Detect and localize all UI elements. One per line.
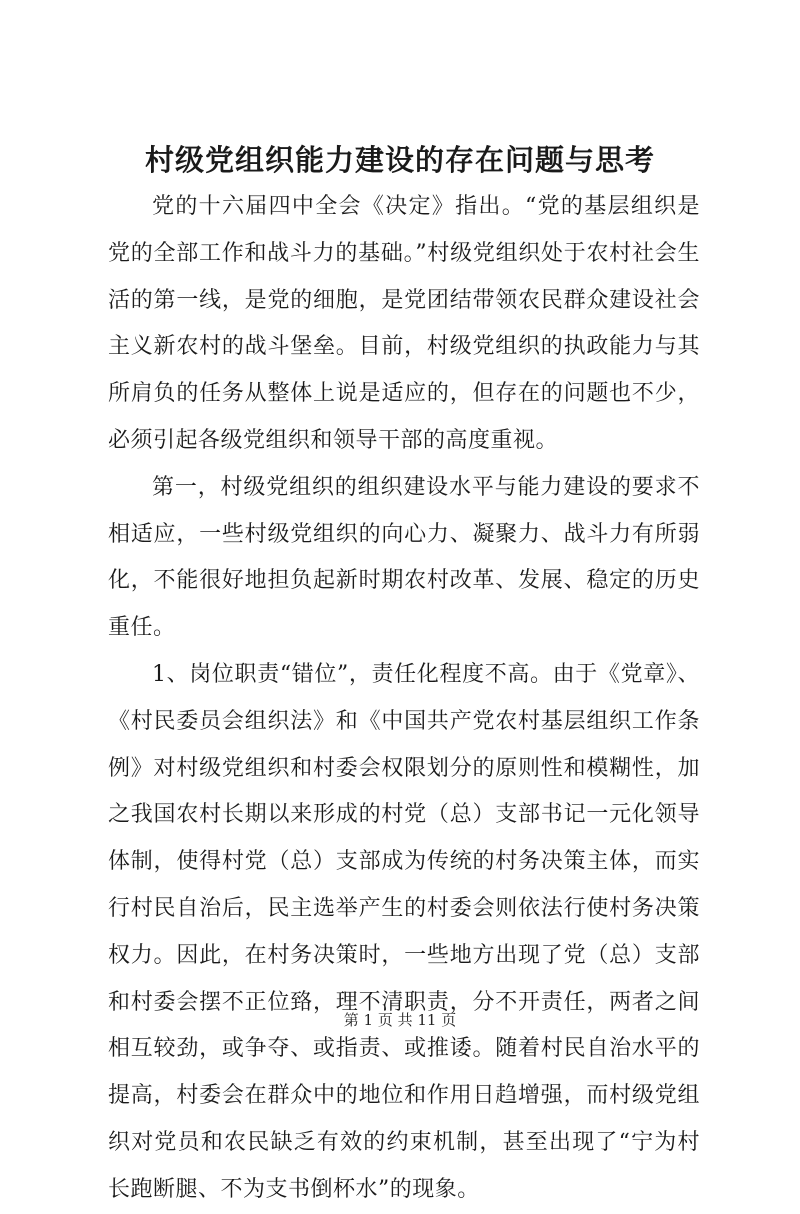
document-body bbox=[108, 184, 700, 1214]
paragraph-intro: 党的十六届四中全会《决定》指出。“党的基层组织是党的全部工作和战斗力的基础。”村级党组织处于农村社会生活的第一线，是党的细胞，是党团结带领农民群众建设社会主义新农村的战斗堡垒。目前，村级党组织的执政能力与其所肩负的任务从整体上说是适应的，但存在的问题也不少，必须引起各级党组织和领导干部的高度重视。 bbox=[108, 194, 700, 453]
paragraph-first-point: 第一，村级党组织的组织建设水平与能力建设的要求不相适应，一些村级党组织的向心力、凝聚力、战斗力有所弱化，不能很好地担负起新时期农村改革、发展、稳定的历史重任。 bbox=[108, 474, 700, 641]
page-number-footer: 第 1 页 共 11 页 bbox=[343, 1011, 457, 1029]
paragraph-item-1: 1、岗位职责“错位”，责任化程度不高。由于《党章》、《村民委员会组织法》和《中国共产党农村基层组织工作条例》对村级党组织和村委会权限划分的原则性和模糊性，加之我国农村长期以来形成的村党（总）支部书记一元化领导体制，使得村党（总）支部成为传统的村务决策主体，而实行村民自治后，民主选举产生的村委会则依法行使村务决策权力。因此，在村务决策时，一些地方出现了党（总）支部和村委会摆不正位臵，理不清职责，分不开责任，两者之间相互较劲，或争夺、或指责、或推诿。随着村民自治水平的提高，村委会在群众中的地位和作用日趋增强，而村级党组织对党员和农民缺乏有效的约束机制，甚至出现了“宁为村长跑断腿、不为支书倒杯水”的现象。 bbox=[108, 661, 700, 1202]
document-title: 村级党组织能力建设的存在问题与思考 bbox=[144, 143, 655, 177]
